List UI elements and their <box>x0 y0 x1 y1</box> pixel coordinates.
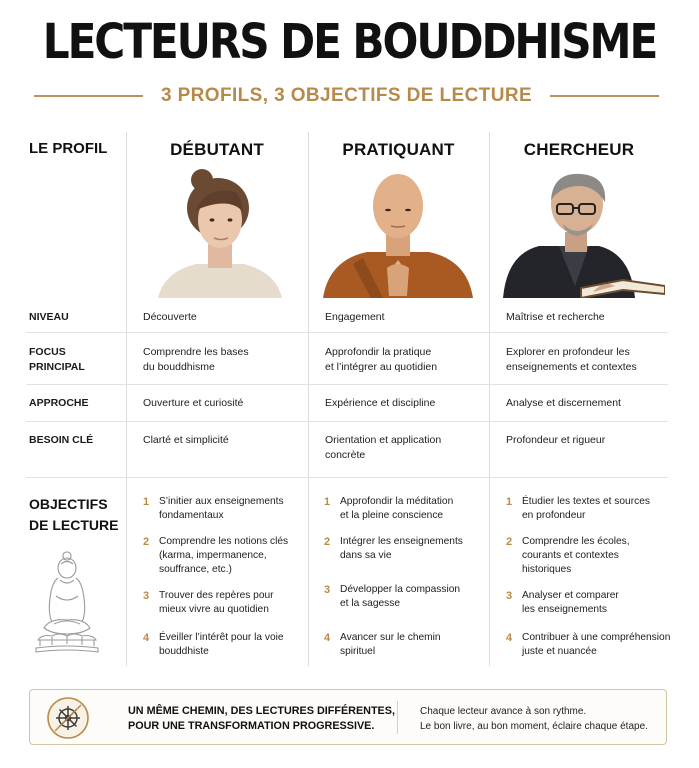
page-subtitle: 3 PROFILS, 3 OBJECTIFS DE LECTURE <box>160 85 533 106</box>
objective-line: Comprendre les écoles, <box>522 536 630 547</box>
cell-approche-beginner: Ouverture et curiosité <box>143 397 244 409</box>
column-divider <box>489 132 490 666</box>
objective-number: 2 <box>506 536 513 548</box>
objective-text <box>340 495 453 523</box>
objective-item <box>143 631 303 661</box>
cell-line: du bouddhisme <box>143 361 215 373</box>
objective-number: 1 <box>143 496 150 508</box>
cell-line: concrète <box>325 449 366 461</box>
objective-line: dans sa vie <box>340 550 392 561</box>
cell-besoin-researcher <box>506 433 605 448</box>
objective-number: 4 <box>506 632 513 644</box>
objectives-label-line: OBJECTIFS <box>29 496 108 512</box>
footer-lead-line: POUR UNE TRANSFORMATION PROGRESSIVE. <box>128 720 375 732</box>
cell-approche-practitioner: Expérience et discipline <box>325 397 436 409</box>
objective-number: 1 <box>324 496 331 508</box>
objective-line: Avancer sur le chemin <box>340 632 441 643</box>
objective-line: Analyser et comparer <box>522 590 619 601</box>
cell-approche-researcher: Analyse et discernement <box>506 397 621 409</box>
profile-label: LE PROFIL <box>29 140 108 157</box>
objective-number: 3 <box>324 584 331 596</box>
objective-line: (karma, impermanence, <box>159 550 267 561</box>
objective-item <box>143 495 303 525</box>
objective-line: Intégrer les enseignements <box>340 536 463 547</box>
subtitle-rule-left <box>34 95 143 97</box>
objective-line: historiques <box>522 564 572 575</box>
objective-item <box>506 631 671 661</box>
cell-line: Orientation et application <box>325 434 442 446</box>
objective-text <box>340 631 441 659</box>
footer-lead <box>128 704 395 734</box>
monk-portrait-icon <box>323 168 473 298</box>
objective-line: Comprendre les notions clés <box>159 536 289 547</box>
cell-line: enseignements et contextes <box>506 361 637 373</box>
objective-line: Éveiller l’intérêt pour la voie <box>159 632 284 643</box>
column-title-practitioner: PRATIQUANT <box>342 140 455 159</box>
objective-number: 1 <box>506 496 513 508</box>
footer-banner <box>29 689 667 745</box>
objective-text <box>522 495 650 523</box>
buddha-statue-icon <box>30 548 104 656</box>
objective-item <box>324 495 484 525</box>
subtitle-row <box>34 84 659 108</box>
objective-item <box>506 589 666 619</box>
objective-text <box>340 535 463 563</box>
cell-focus-practitioner <box>325 345 437 375</box>
cell-focus-researcher <box>506 345 637 375</box>
objectives-label-line: DE LECTURE <box>29 517 119 533</box>
cell-focus-beginner <box>143 345 249 375</box>
cell-line: Profondeur et rigueur <box>506 434 606 446</box>
objective-item <box>506 535 666 579</box>
cell-niveau-researcher: Maîtrise et recherche <box>506 311 605 323</box>
objectives-label <box>29 494 118 536</box>
objective-text <box>340 583 460 611</box>
objective-line: Trouver des repères pour <box>159 590 274 601</box>
objective-text <box>159 631 284 659</box>
footer-note-line: Le bon livre, au bon moment, éclaire chaque étape. <box>420 721 648 732</box>
footer-note-line: Chaque lecteur avance à son rythme. <box>420 706 587 717</box>
dharma-wheel-icon <box>46 696 90 740</box>
cell-line: Comprendre les bases <box>143 346 249 358</box>
cell-line: et l’intégrer au quotidien <box>325 361 438 373</box>
objective-line: Approfondir la méditation <box>340 496 454 507</box>
objective-text <box>522 631 670 659</box>
objective-line: et la sagesse <box>340 598 401 609</box>
row-divider <box>26 332 668 333</box>
objective-item <box>143 589 303 619</box>
row-label-focus <box>29 345 85 375</box>
objective-line: spirituel <box>340 646 376 657</box>
cell-niveau-beginner: Découverte <box>143 311 197 323</box>
objective-number: 2 <box>143 536 150 548</box>
page-title: LECTEURS DE BOUDDHISME <box>42 14 657 70</box>
row-divider <box>26 477 668 478</box>
objective-item <box>324 535 484 565</box>
reader-portrait-icon <box>503 168 665 298</box>
objective-line: juste et nuancée <box>522 646 597 657</box>
objective-line: les enseignements <box>522 604 607 615</box>
objective-line: Étudier les textes et sources <box>522 496 650 507</box>
objective-text <box>522 589 619 617</box>
objective-item <box>324 583 484 613</box>
cell-line: Clarté et simplicité <box>143 434 229 446</box>
cell-besoin-practitioner <box>325 433 441 463</box>
objective-line: souffrance, etc.) <box>159 564 232 575</box>
objective-line: Contribuer à une compréhension <box>522 632 671 643</box>
column-title-beginner: DÉBUTANT <box>170 140 264 159</box>
objective-line: Développer la compassion <box>340 584 461 595</box>
row-label-approche: APPROCHE <box>29 397 89 409</box>
cell-niveau-practitioner: Engagement <box>325 311 385 323</box>
row-label-niveau: NIVEAU <box>29 311 69 323</box>
objective-line: en profondeur <box>522 510 586 521</box>
objective-item <box>143 535 303 579</box>
objective-text <box>159 535 288 577</box>
objective-text <box>159 495 284 523</box>
row-divider <box>26 421 668 422</box>
footer-note <box>420 704 648 734</box>
row-label-focus-line: FOCUS <box>29 346 66 358</box>
column-title-researcher: CHERCHEUR <box>523 140 635 159</box>
objective-item <box>506 495 666 525</box>
objective-number: 3 <box>143 590 150 602</box>
objective-item <box>324 631 484 661</box>
objective-text <box>159 589 274 617</box>
objective-number: 4 <box>324 632 331 644</box>
objective-number: 4 <box>143 632 150 644</box>
objective-line: courants et contextes <box>522 550 619 561</box>
objective-text <box>522 535 630 577</box>
objective-line: bouddhiste <box>159 646 209 657</box>
objective-line: mieux vivre au quotidien <box>159 604 269 615</box>
objective-line: et la pleine conscience <box>340 510 444 521</box>
row-label-focus-line: PRINCIPAL <box>29 361 85 373</box>
woman-portrait-icon <box>150 168 290 298</box>
row-label-besoin: BESOIN CLÉ <box>29 434 94 446</box>
row-divider <box>26 384 668 385</box>
column-divider <box>126 132 127 666</box>
objective-number: 3 <box>506 590 513 602</box>
footer-lead-line: UN MÊME CHEMIN, DES LECTURES DIFFÉRENTES, <box>128 705 395 717</box>
subtitle-rule-right <box>550 95 659 97</box>
cell-line: Approfondir la pratique <box>325 346 432 358</box>
objective-number: 2 <box>324 536 331 548</box>
objective-line: fondamentaux <box>159 510 224 521</box>
objective-line: S’initier aux enseignements <box>159 496 284 507</box>
footer-divider <box>397 701 398 734</box>
cell-line: Explorer en profondeur les <box>506 346 630 358</box>
cell-besoin-beginner <box>143 433 229 448</box>
column-divider <box>308 132 309 666</box>
